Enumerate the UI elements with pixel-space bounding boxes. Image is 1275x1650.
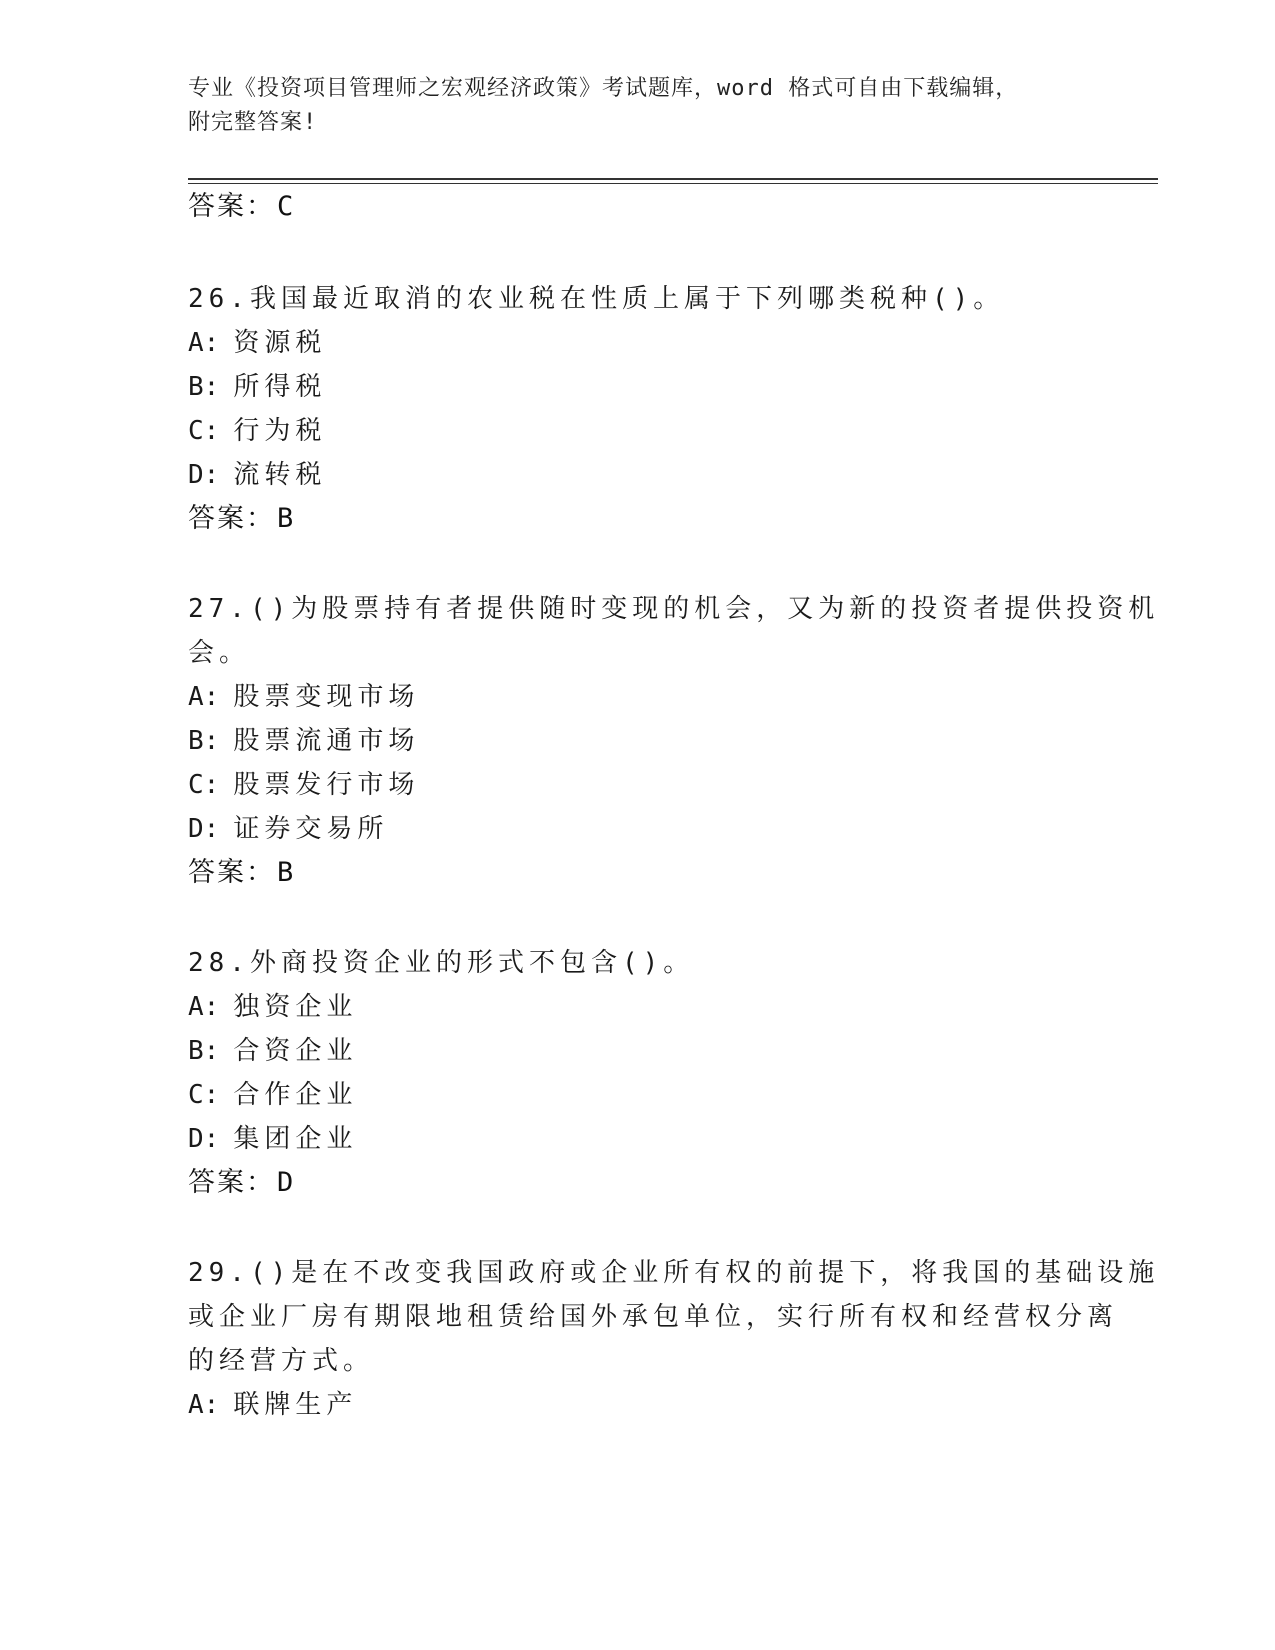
answer-label: 答案：	[188, 503, 275, 534]
question-text: 26.我国最近取消的农业税在性质上属于下列哪类税种()。	[188, 284, 1005, 314]
question-text: 29.()是在不改变我国政府或企业所有权的前提下，将我国的基础设施	[188, 1258, 1160, 1288]
answer-line	[188, 856, 293, 890]
page-header	[188, 72, 1068, 140]
option-c: C: 合作企业	[188, 1080, 358, 1110]
option-d: D: 集团企业	[188, 1124, 358, 1154]
question-text: 27.()为股票持有者提供随时变现的机会，又为新的投资者提供投资机	[188, 594, 1160, 624]
option-d: D: 证券交易所	[188, 814, 389, 844]
header-line-1: 专业《投资项目管理师之宏观经济政策》考试题库，word 格式可自由下载编辑，	[188, 76, 1019, 101]
question-text-continued: 会。	[188, 638, 251, 668]
option-a: A: 资源税	[188, 328, 327, 358]
question-text: 28.外商投资企业的形式不包含()。	[188, 948, 695, 978]
option-b: B: 所得税	[188, 372, 327, 402]
option-a: A: 联牌生产	[188, 1390, 358, 1420]
answer-value: B	[277, 857, 294, 888]
answer-value: B	[277, 503, 294, 534]
header-rule-thick	[188, 178, 1158, 180]
option-c: C: 行为税	[188, 416, 327, 446]
question-text-continued: 或企业厂房有期限地租赁给国外承包单位，实行所有权和经营权分离	[188, 1302, 1119, 1332]
answer-value: C	[277, 191, 294, 222]
answer-line	[188, 190, 293, 224]
header-rule-thin	[188, 183, 1158, 184]
option-b: B: 股票流通市场	[188, 726, 420, 756]
question-text-continued: 的经营方式。	[188, 1346, 375, 1376]
header-line-2: 附完整答案!	[188, 110, 318, 135]
option-a: A: 股票变现市场	[188, 682, 420, 712]
answer-label: 答案：	[188, 857, 275, 888]
answer-value: D	[277, 1167, 294, 1198]
answer-line	[188, 502, 293, 536]
option-b: B: 合资企业	[188, 1036, 358, 1066]
option-a: A: 独资企业	[188, 992, 358, 1022]
option-c: C: 股票发行市场	[188, 770, 420, 800]
answer-label: 答案：	[188, 1167, 275, 1198]
answer-label: 答案：	[188, 191, 275, 222]
answer-line	[188, 1166, 293, 1200]
option-d: D: 流转税	[188, 460, 327, 490]
